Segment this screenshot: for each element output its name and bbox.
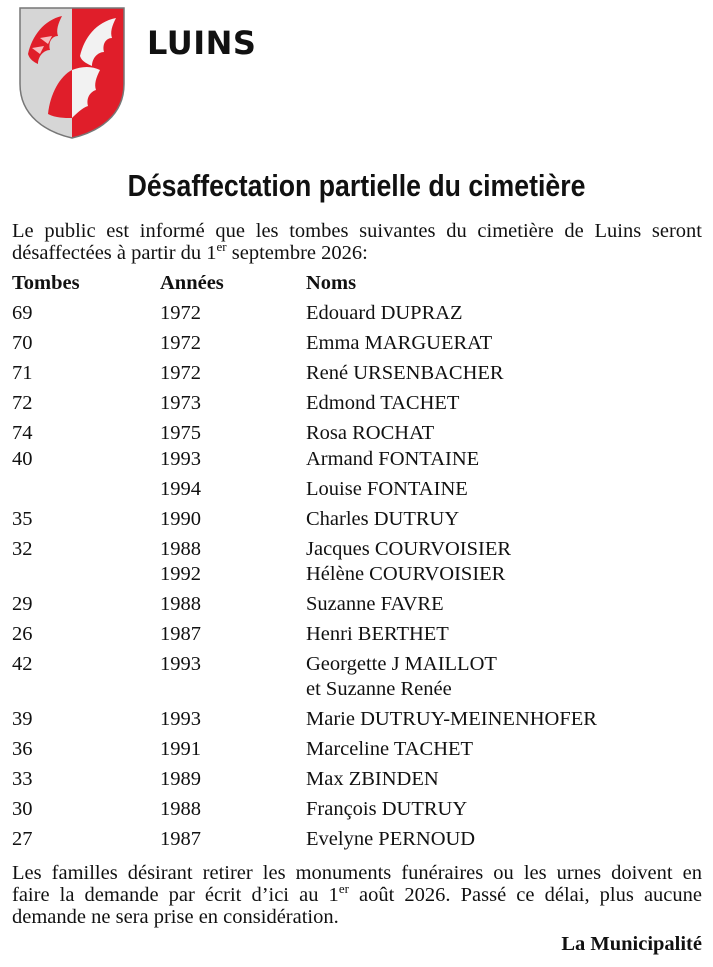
grave-year: 1987: [160, 828, 201, 850]
grave-number: 71: [12, 362, 33, 384]
grave-name: Edmond TACHET: [306, 392, 460, 414]
table-row: [0, 623, 713, 647]
grave-name: et Suzanne Renée: [306, 678, 452, 700]
grave-name: Armand FONTAINE: [306, 448, 480, 470]
grave-name: Louise FONTAINE: [306, 478, 468, 500]
table-row: [0, 563, 713, 587]
grave-number: 40: [12, 448, 33, 470]
closing-paragraph: [12, 862, 702, 928]
grave-year: 1987: [160, 623, 201, 645]
grave-name: Max ZBINDEN: [306, 768, 439, 790]
grave-year: 1973: [160, 392, 201, 414]
grave-name: Marie DUTRUY-MEINENHOFER: [306, 708, 597, 730]
table-row: [0, 538, 713, 562]
intro-line-2-date: septembre 2026:: [226, 242, 368, 264]
table-row: [0, 392, 713, 416]
intro-ordinal: er: [216, 239, 227, 255]
intro-line-1: Le public est informé que les tombes suivantes du cimetière de Luins seront: [12, 220, 702, 242]
grave-name: Hélène COURVOISIER: [306, 563, 506, 585]
column-header-tombes: Tombes: [12, 272, 80, 294]
grave-year: 1992: [160, 563, 201, 585]
table-row: [0, 768, 713, 792]
grave-number: 27: [12, 828, 33, 850]
grave-year: 1991: [160, 738, 201, 760]
grave-name: Marceline TACHET: [306, 738, 474, 760]
grave-name: Georgette J MAILLOT: [306, 653, 497, 675]
grave-year: 1975: [160, 422, 201, 444]
grave-number: 74: [12, 422, 33, 444]
grave-year: 1988: [160, 538, 201, 560]
intro-line-2: [12, 239, 702, 264]
table-row: [0, 362, 713, 386]
table-row: [0, 738, 713, 762]
grave-name: Rosa ROCHAT: [306, 422, 435, 444]
grave-name: Emma MARGUERAT: [306, 332, 493, 354]
grave-year: 1972: [160, 332, 201, 354]
intro-line-2-text: désaffectées à partir du 1: [12, 242, 217, 264]
grave-number: 69: [12, 302, 33, 324]
grave-name: Edouard DUPRAZ: [306, 302, 463, 324]
table-row: [0, 798, 713, 822]
outro-line-2: [12, 881, 702, 906]
grave-number: 36: [12, 738, 33, 760]
table-row: [0, 593, 713, 617]
grave-number: 33: [12, 768, 33, 790]
outro-line-2-text: faire la demande par écrit d’ici au 1: [12, 884, 339, 906]
table-row: [0, 508, 713, 532]
grave-number: 29: [12, 593, 33, 615]
grave-year: 1993: [160, 708, 201, 730]
grave-number: 42: [12, 653, 33, 675]
intro-paragraph: [12, 220, 702, 264]
grave-year: 1993: [160, 448, 201, 470]
grave-name: Evelyne PERNOUD: [306, 828, 476, 850]
outro-line-1: Les familles désirant retirer les monuments funéraires ou les urnes doivent en: [12, 862, 702, 884]
table-row: [0, 302, 713, 326]
grave-year: 1994: [160, 478, 201, 500]
grave-number: 39: [12, 708, 33, 730]
grave-number: 26: [12, 623, 33, 645]
grave-name: René URSENBACHER: [306, 362, 504, 384]
signature: La Municipalité: [561, 933, 702, 955]
column-header-noms: Noms: [306, 272, 357, 294]
table-row: [0, 332, 713, 356]
grave-number: 70: [12, 332, 33, 354]
grave-year: 1972: [160, 362, 201, 384]
grave-name: Suzanne FAVRE: [306, 593, 444, 615]
table-row: [0, 478, 713, 502]
grave-number: 35: [12, 508, 33, 530]
table-row: [0, 708, 713, 732]
luins-coat-of-arms: [18, 6, 126, 140]
grave-number: 32: [12, 538, 33, 560]
table-row: [0, 448, 713, 472]
grave-name: Jacques COURVOISIER: [306, 538, 512, 560]
grave-number: 72: [12, 392, 33, 414]
table-row: [0, 828, 713, 852]
grave-year: 1988: [160, 593, 201, 615]
table-row: [0, 678, 713, 702]
outro-ordinal: er: [338, 881, 349, 897]
grave-name: Henri BERTHET: [306, 623, 449, 645]
grave-year: 1988: [160, 798, 201, 820]
table-row: [0, 653, 713, 677]
outro-line-2-date: août 2026. Passé ce délai, plus aucune: [348, 884, 702, 906]
grave-number: 30: [12, 798, 33, 820]
grave-year: 1990: [160, 508, 201, 530]
grave-year: 1993: [160, 653, 201, 675]
grave-name: François DUTRUY: [306, 798, 468, 820]
grave-year: 1989: [160, 768, 201, 790]
grave-year: 1972: [160, 302, 201, 324]
column-header-annees: Années: [160, 272, 224, 294]
notice-title: Désaffectation partielle du cimetière: [127, 168, 586, 203]
commune-name: LUINS: [147, 24, 257, 62]
grave-name: Charles DUTRUY: [306, 508, 460, 530]
outro-line-3: demande ne sera prise en considération.: [12, 906, 339, 928]
table-row: [0, 422, 713, 446]
